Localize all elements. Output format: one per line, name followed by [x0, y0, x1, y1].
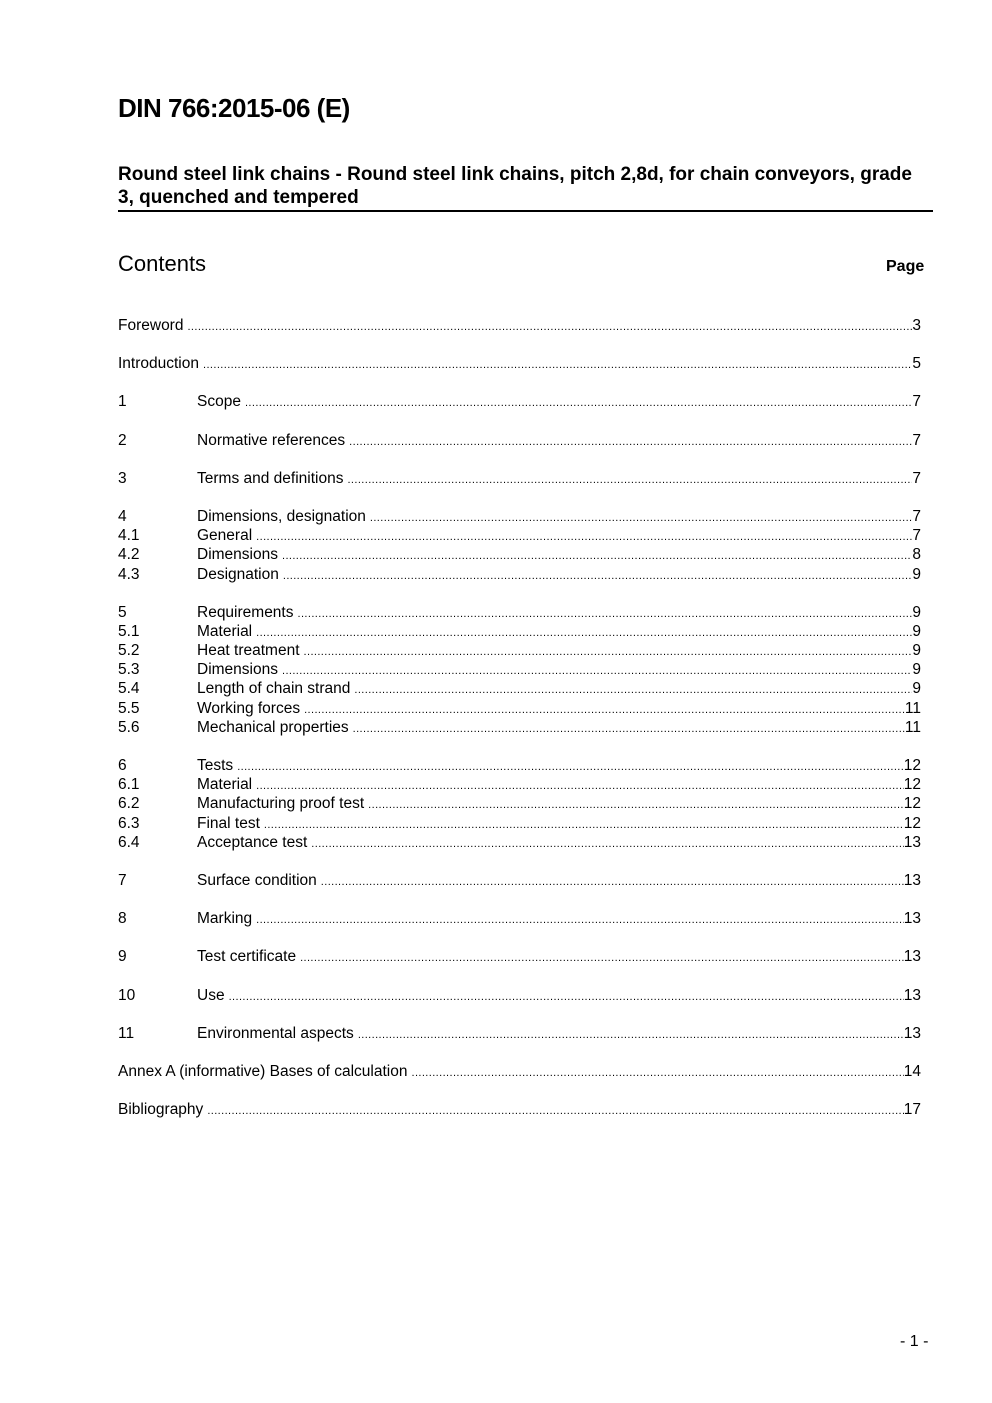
toc-entry-number: 1	[118, 393, 127, 411]
toc-entry-page: 12	[903, 776, 921, 794]
toc-entry-number: 6	[118, 757, 127, 774]
toc-entry-title: Length of chain strand	[197, 680, 351, 698]
toc-entry-number: 7	[118, 871, 127, 889]
toc-entry-bibliography[interactable]	[118, 1100, 921, 1119]
toc-entry-7[interactable]	[118, 871, 921, 890]
toc-dot-leader	[311, 835, 903, 854]
toc-entry-title: Terms and definitions	[197, 469, 344, 487]
document-title: DIN 766:2015-06 (E)	[118, 93, 350, 123]
toc-dot-leader	[353, 720, 905, 739]
toc-entry-number: 5.1	[118, 622, 140, 640]
toc-entry-page: 13	[903, 1024, 921, 1042]
toc-entry-page: 13	[903, 948, 921, 966]
toc-entry-title: Designation	[197, 565, 279, 583]
toc-dot-leader	[207, 1102, 903, 1121]
toc-entry-title: Dimensions	[197, 661, 278, 679]
toc-entry-5-6[interactable]	[118, 718, 921, 737]
toc-entry-page: 9	[912, 622, 921, 640]
toc-entry-title: Introduction	[118, 355, 199, 373]
toc-entry-page: 9	[912, 642, 921, 660]
toc-entry-title: Dimensions	[197, 546, 278, 564]
toc-entry-title: Material	[197, 776, 253, 794]
toc-entry-6-4[interactable]	[118, 833, 921, 852]
toc-entry-number: 6.3	[118, 814, 140, 832]
toc-entry-page: 12	[903, 757, 921, 774]
toc-dot-leader	[256, 528, 912, 547]
toc-entry-page: 13	[903, 986, 921, 1004]
toc-entry-page: 13	[903, 910, 921, 928]
toc-dot-leader	[229, 988, 904, 1007]
toc-entry-3[interactable]	[118, 469, 921, 488]
toc-entry-title: Marking	[197, 910, 253, 928]
toc-entry-title: Acceptance test	[197, 833, 308, 851]
toc-entry-title: Test certificate	[197, 948, 297, 966]
toc-entry-6-3[interactable]	[118, 814, 921, 833]
toc-entry-title: Dimensions, designation	[197, 507, 366, 525]
toc-dot-leader	[411, 1064, 903, 1083]
toc-entry-number: 4	[118, 507, 127, 525]
toc-entry-5[interactable]	[118, 603, 921, 622]
toc-dot-leader	[187, 318, 912, 337]
page-number: - 1 -	[900, 1333, 929, 1350]
toc-entry-page: 7	[912, 393, 921, 411]
toc-entry-title: Tests	[197, 757, 234, 774]
toc-dot-leader	[300, 949, 904, 968]
toc-entry-title: Heat treatment	[197, 642, 300, 660]
toc-entry-page: 12	[903, 795, 921, 813]
toc-entry-4-1[interactable]	[118, 526, 921, 545]
toc-dot-leader	[237, 758, 904, 777]
toc-entry-page: 7	[912, 527, 921, 545]
toc-entry-5-5[interactable]	[118, 699, 921, 718]
toc-entry-page: 3	[912, 317, 921, 334]
toc-dot-leader	[358, 1026, 904, 1045]
toc-dot-leader	[283, 567, 913, 586]
toc-dot-leader	[256, 911, 904, 930]
toc-entry-page: 9	[912, 565, 921, 583]
toc-entry-title: Foreword	[118, 317, 184, 334]
toc-dot-leader	[203, 356, 912, 375]
toc-entry-title: General	[197, 527, 253, 545]
toc-entry-annex-a[interactable]	[118, 1062, 921, 1081]
toc-dot-leader	[349, 433, 912, 452]
toc-dot-leader	[354, 681, 912, 700]
toc-entry-title: Use	[197, 986, 225, 1004]
toc-entry-title: Requirements	[197, 603, 294, 621]
toc-entry-title: Bibliography	[118, 1101, 204, 1119]
toc-entry-page: 17	[903, 1101, 921, 1119]
toc-entry-title: Environmental aspects	[197, 1024, 354, 1042]
toc-entry-page: 9	[912, 680, 921, 698]
toc-entry-title: Mechanical properties	[197, 718, 349, 736]
toc-entry-6-2[interactable]	[118, 794, 921, 813]
toc-entry-1[interactable]	[118, 392, 921, 411]
toc-entry-title: Annex A (informative) Bases of calculation	[118, 1062, 408, 1080]
toc-entry-page: 7	[912, 431, 921, 449]
toc-dot-leader	[368, 796, 904, 815]
toc-entry-title: Final test	[197, 814, 260, 832]
toc-dot-leader	[298, 605, 913, 624]
toc-entry-page: 5	[912, 355, 921, 373]
toc-entry-6-1[interactable]	[118, 775, 921, 794]
toc-entry-title: Surface condition	[197, 871, 317, 889]
toc-entry-8[interactable]	[118, 909, 921, 928]
toc-dot-leader	[282, 547, 912, 566]
toc-entry-page: 7	[912, 507, 921, 525]
toc-dot-leader	[264, 816, 904, 835]
document-subtitle: Round steel link chains - Round steel link chains, pitch 2,8d, for chain conveyors, grade 3, quenched and tempered	[118, 163, 933, 212]
toc-dot-leader	[347, 471, 912, 490]
toc-entry-4-2[interactable]	[118, 545, 921, 564]
toc-entry-number: 4.3	[118, 565, 140, 583]
toc-entry-page: 8	[912, 546, 921, 564]
toc-entry-number: 2	[118, 431, 127, 449]
table-of-contents	[118, 316, 921, 1119]
toc-entry-4-3[interactable]	[118, 565, 921, 584]
toc-entry-number: 8	[118, 910, 127, 928]
toc-entry-number: 5.2	[118, 642, 140, 660]
toc-entry-10[interactable]	[118, 986, 921, 1005]
toc-entry-number: 6.4	[118, 833, 140, 851]
toc-entry-introduction[interactable]	[118, 354, 921, 373]
toc-entry-number: 6.1	[118, 776, 140, 794]
toc-entry-title: Material	[197, 622, 253, 640]
toc-entry-number: 5.3	[118, 661, 140, 679]
toc-entry-4[interactable]	[118, 507, 921, 526]
toc-entry-page: 11	[904, 699, 921, 717]
toc-entry-number: 11	[118, 1024, 135, 1042]
toc-entry-page: 7	[912, 469, 921, 487]
toc-dot-leader	[282, 662, 912, 681]
toc-entry-number: 4.2	[118, 546, 140, 564]
toc-entry-5-3[interactable]	[118, 660, 921, 679]
toc-entry-11[interactable]	[118, 1024, 921, 1043]
toc-entry-number: 10	[118, 986, 136, 1004]
toc-entry-number: 5	[118, 603, 127, 621]
toc-dot-leader	[370, 509, 913, 528]
page-column-heading: Page	[886, 258, 925, 275]
toc-entry-number: 6.2	[118, 795, 140, 813]
contents-heading: Contents	[118, 251, 207, 276]
toc-entry-2[interactable]	[118, 431, 921, 450]
toc-entry-page: 13	[903, 871, 921, 889]
toc-entry-page: 9	[912, 603, 921, 621]
toc-entry-page: 14	[903, 1062, 921, 1080]
toc-entry-title: Manufacturing proof test	[197, 795, 365, 813]
toc-entry-number: 5.4	[118, 680, 140, 698]
toc-entry-5-2[interactable]	[118, 641, 921, 660]
toc-entry-5-1[interactable]	[118, 622, 921, 641]
toc-entry-6[interactable]	[118, 756, 921, 775]
toc-entry-number: 9	[118, 948, 127, 966]
toc-dot-leader	[304, 643, 913, 662]
toc-entry-number: 5.6	[118, 718, 140, 736]
toc-dot-leader	[245, 394, 912, 413]
toc-entry-number: 4.1	[118, 527, 140, 545]
toc-entry-page: 12	[903, 814, 921, 832]
toc-entry-9[interactable]	[118, 947, 921, 966]
toc-entry-page: 11	[904, 718, 921, 736]
toc-dot-leader	[304, 701, 905, 720]
toc-entry-foreword[interactable]	[118, 316, 921, 335]
toc-dot-leader	[321, 873, 904, 892]
toc-entry-number: 3	[118, 469, 127, 487]
toc-entry-page: 13	[903, 833, 921, 851]
toc-entry-title: Scope	[197, 393, 241, 411]
toc-entry-page: 9	[912, 661, 921, 679]
toc-dot-leader	[256, 624, 912, 643]
toc-entry-number: 5.5	[118, 699, 140, 717]
toc-entry-title: Normative references	[197, 431, 346, 449]
toc-entry-title: Working forces	[197, 699, 301, 717]
toc-entry-5-4[interactable]	[118, 679, 921, 698]
